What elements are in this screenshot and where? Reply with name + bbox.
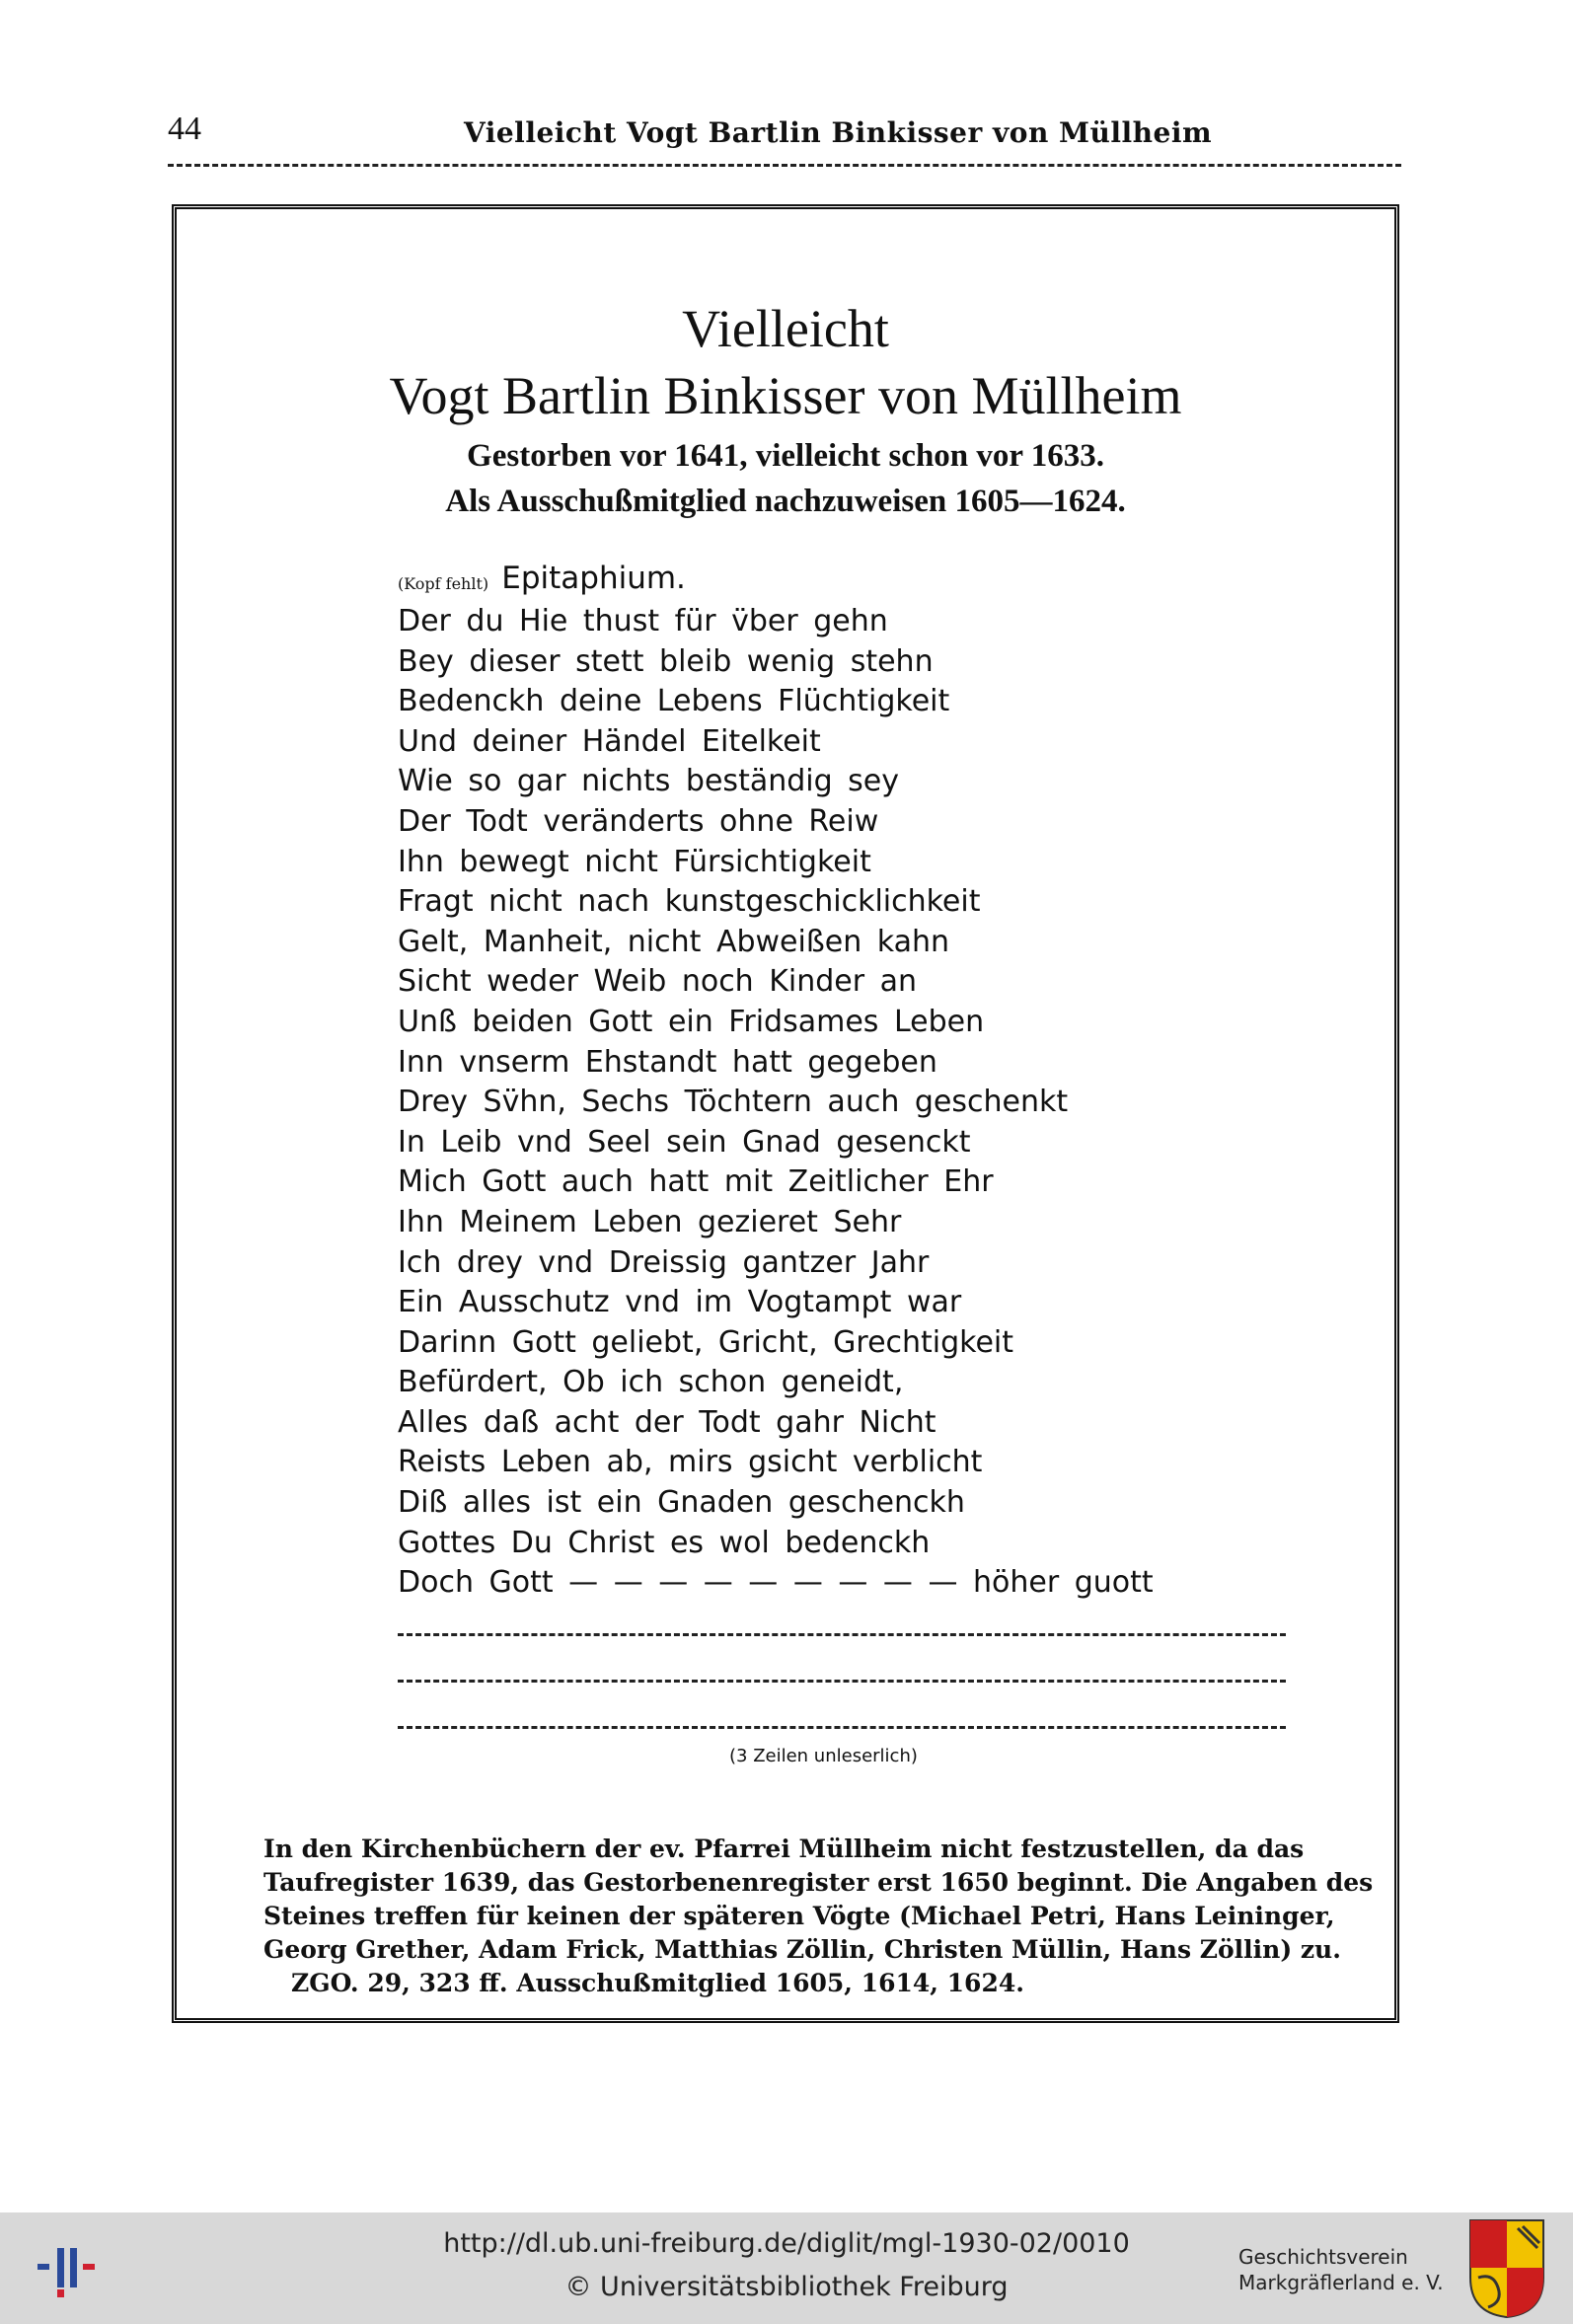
poem-line: Sicht weder Weib noch Kinder an [398, 964, 918, 1000]
subtitle-line-2: Als Ausschußmitglied nachzuweisen 1605—1624. [445, 484, 1126, 519]
footnote-line: Steines treffen für keinen der späteren Vögte (Michael Petri, Hans Leininger, [263, 1902, 1335, 1930]
poem-line: Ich drey vnd Dreissig gantzer Jahr [398, 1244, 930, 1280]
poem-line: Wie so gar nichts beständig sey [398, 764, 900, 799]
poem-line: Und deiner Händel Eitelkeit [398, 723, 821, 759]
illegible-line-dashes [398, 1680, 1286, 1683]
footnote-line: Taufregister 1639, das Gestorbenenregister erst 1650 beginnt. Die Angaben des [263, 1868, 1374, 1897]
title-line-2: Vogt Bartlin Binkisser von Müllheim [389, 366, 1182, 425]
poem-line: Drey Sv̈hn, Sechs Töchtern auch geschenkt [398, 1085, 1069, 1120]
footer-bar [0, 2212, 1573, 2324]
copyright-text: © Universitätsbibliothek Freiburg [564, 2272, 1009, 2302]
footnote-line: In den Kirchenbüchern der ev. Pfarrei Müllheim nicht festzustellen, da das [263, 1835, 1305, 1863]
head-note: (Kopf fehlt) [398, 574, 489, 593]
subtitle-line-1: Gestorben vor 1641, vielleicht schon vor 1633. [467, 438, 1104, 474]
poem-title: Epitaphium. [501, 561, 686, 596]
poem-line: Befürdert, Ob ich schon geneidt, [398, 1365, 904, 1400]
poem-heading [398, 561, 1286, 602]
poem-line: Ihn Meinem Leben gezieret Sehr [398, 1204, 902, 1239]
poem-line: Unß beiden Gott ein Fridsames Leben [398, 1004, 985, 1039]
epitaph-poem [398, 561, 1286, 1604]
poem-line: Alles daß acht der Todt gahr Nicht [398, 1404, 936, 1440]
society-name [1238, 2244, 1444, 2295]
poem-line: Der du Hie thust für v̈ber gehn [398, 604, 888, 638]
page-header [168, 111, 1401, 160]
running-title: Vielleicht Vogt Bartlin Binkisser von Müllheim [464, 116, 1213, 149]
footnote-line: Georg Grether, Adam Frick, Matthias Zöllin, Christen Müllin, Hans Zöllin) zu. [263, 1935, 1341, 1964]
unreadable-note: (3 Zeilen unleserlich) [729, 1746, 918, 1766]
poem-line: Diß alles ist ein Gnaden geschenckh [398, 1485, 965, 1521]
poem-line: Inn vnserm Ehstandt hatt gegeben [398, 1044, 937, 1080]
content-frame [172, 204, 1399, 2023]
poem-line: Darinn Gott geliebt, Gricht, Grechtigkeit [398, 1324, 1014, 1360]
poem-line: Ein Ausschutz vnd im Vogtampt war [398, 1285, 962, 1320]
header-rule [168, 164, 1401, 167]
document-url-link[interactable]: http://dl.ub.uni-freiburg.de/diglit/mgl-1930-02/0010 [443, 2228, 1130, 2259]
footnote [263, 1833, 1374, 2000]
poem-line: In Leib vnd Seel sein Gnad gesenckt [398, 1124, 971, 1160]
poem-line: Doch Gott — — — — — — — — — höher guott [398, 1565, 1154, 1601]
poem-line: Bey dieser stett bleib wenig stehn [398, 643, 934, 679]
coat-of-arms-icon [1468, 2218, 1545, 2319]
poem-line: Ihn bewegt nicht Fürsichtigkeit [398, 844, 871, 879]
poem-line: Fragt nicht nach kunstgeschicklichkeit [398, 884, 981, 920]
illegible-line-dashes [398, 1726, 1286, 1729]
illegible-line-dashes [398, 1633, 1286, 1636]
poem-line: Reists Leben ab, mirs gsicht verblicht [398, 1445, 983, 1480]
poem-line: Gelt, Manheit, nicht Abweißen kahn [398, 924, 950, 959]
society-name-line-2: Markgräflerland e. V. [1238, 2271, 1444, 2294]
footnote-line: ZGO. 29, 323 ff. Ausschußmitglied 1605, 1614, 1624. [291, 1969, 1024, 1997]
page-number: 44 [168, 111, 201, 147]
poem-line: Mich Gott auch hatt mit Zeitlicher Ehr [398, 1164, 994, 1200]
title-line-1: Vielleicht [682, 299, 889, 358]
poem-line: Gottes Du Christ es wol bedenckh [398, 1525, 931, 1560]
poem-line: Der Todt veränderts ohne Reiw [398, 803, 879, 839]
poem-line: Bedenckh deine Lebens Flüchtigkeit [398, 684, 950, 719]
society-name-line-1: Geschichtsverein [1238, 2245, 1408, 2269]
